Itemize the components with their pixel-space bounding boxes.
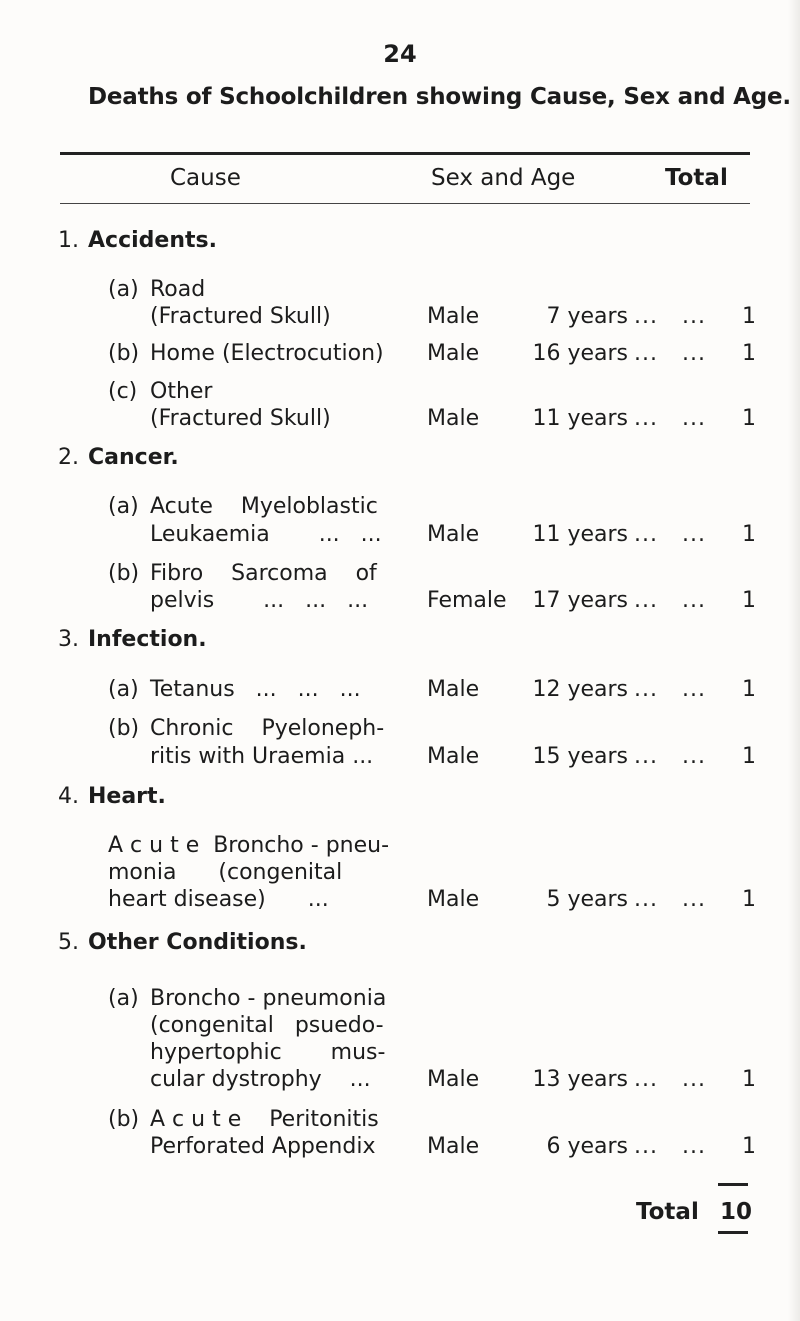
item-age: 5 years [546, 887, 628, 912]
item-count: 1 [742, 588, 756, 613]
item-label: (c) [108, 379, 138, 404]
section-number: 3. [58, 627, 79, 652]
section-title: Other Conditions. [88, 930, 307, 955]
item-sex: Male [427, 1067, 480, 1092]
item-cause-line: hypertophic mus- [150, 1040, 386, 1065]
item-label: (b) [108, 1107, 140, 1132]
item-count: 1 [742, 522, 756, 547]
item-age: 17 years [532, 588, 628, 613]
item-leader: ... ... [634, 887, 706, 912]
item-count: 1 [742, 677, 756, 702]
item-leader: ... ... [634, 406, 706, 431]
item-leader: ... ... [634, 677, 706, 702]
total-value: 10 [720, 1199, 753, 1225]
item-leader: ... ... [634, 1134, 706, 1159]
table-top-rule [60, 152, 750, 155]
item-cause-line: Fibro Sarcoma of [150, 561, 377, 586]
item-cause-line: cular dystrophy ... [150, 1067, 371, 1092]
total-upper-rule [718, 1183, 748, 1186]
item-label: (b) [108, 341, 140, 366]
item-cause-line: Chronic Pyeloneph- [150, 716, 385, 741]
item-age: 12 years [532, 677, 628, 702]
item-cause-line: Perforated Appendix [150, 1134, 376, 1159]
item-age: 6 years [546, 1134, 628, 1159]
item-leader: ... ... [634, 304, 706, 329]
total-label: Total [636, 1199, 699, 1225]
page-title: Deaths of Schoolchildren showing Cause, Sex and Age. [88, 84, 791, 110]
item-sex: Male [427, 1134, 480, 1159]
section-title: Infection. [88, 627, 207, 652]
item-age: 7 years [546, 304, 628, 329]
item-age: 16 years [532, 341, 628, 366]
item-leader: ... ... [634, 341, 706, 366]
item-count: 1 [742, 341, 756, 366]
item-label: (a) [108, 494, 139, 519]
item-cause-line: (Fractured Skull) [150, 406, 331, 431]
item-age: 11 years [532, 522, 628, 547]
item-age: 11 years [532, 406, 628, 431]
item-cause-line: heart disease) ... [108, 887, 329, 912]
section-number: 2. [58, 445, 79, 470]
item-leader: ... ... [634, 744, 706, 769]
item-cause-line: pelvis ... ... ... [150, 588, 369, 613]
item-cause-line: Leukaemia ... ... [150, 522, 382, 547]
item-count: 1 [742, 744, 756, 769]
column-header-total: Total [665, 165, 728, 191]
item-leader: ... ... [634, 588, 706, 613]
section-number: 1. [58, 228, 79, 253]
total-lower-rule [718, 1231, 748, 1234]
item-count: 1 [742, 1067, 756, 1092]
item-sex: Male [427, 887, 480, 912]
item-label: (a) [108, 677, 139, 702]
item-label: (b) [108, 716, 140, 741]
item-cause-line: Home (Electrocution) [150, 341, 384, 366]
item-count: 1 [742, 1134, 756, 1159]
item-age: 15 years [532, 744, 628, 769]
item-sex: Female [427, 588, 507, 613]
item-age: 13 years [532, 1067, 628, 1092]
item-cause-line: Other [150, 379, 213, 404]
item-count: 1 [742, 304, 756, 329]
item-leader: ... ... [634, 1067, 706, 1092]
item-count: 1 [742, 406, 756, 431]
item-sex: Male [427, 304, 480, 329]
item-sex: Male [427, 677, 480, 702]
header-rule [60, 203, 750, 204]
section-title: Accidents. [88, 228, 217, 253]
section-title: Heart. [88, 784, 166, 809]
item-count: 1 [742, 887, 756, 912]
item-cause-line: monia (congenital [108, 860, 343, 885]
item-label: (b) [108, 561, 140, 586]
item-sex: Male [427, 406, 480, 431]
item-label: (a) [108, 277, 139, 302]
page-number: 24 [383, 40, 417, 68]
item-cause-line: Broncho - pneumonia [150, 986, 387, 1011]
section-number: 5. [58, 930, 79, 955]
item-leader: ... ... [634, 522, 706, 547]
item-sex: Male [427, 341, 480, 366]
item-label: (a) [108, 986, 139, 1011]
item-cause-line: (Fractured Skull) [150, 304, 331, 329]
column-header-sex-age: Sex and Age [431, 165, 576, 191]
item-cause-line: A c u t e Broncho - pneu- [108, 833, 390, 858]
section-title: Cancer. [88, 445, 179, 470]
item-sex: Male [427, 744, 480, 769]
item-cause-line: Acute Myeloblastic [150, 494, 378, 519]
column-header-cause: Cause [170, 165, 241, 191]
item-sex: Male [427, 522, 480, 547]
item-cause-line: A c u t e Peritonitis [150, 1107, 379, 1132]
item-cause-line: (congenital psuedo- [150, 1013, 384, 1038]
item-cause-line: Tetanus ... ... ... [150, 677, 361, 702]
section-number: 4. [58, 784, 79, 809]
item-cause-line: Road [150, 277, 206, 302]
item-cause-line: ritis with Uraemia ... [150, 744, 374, 769]
page-edge-shadow [788, 0, 800, 1321]
